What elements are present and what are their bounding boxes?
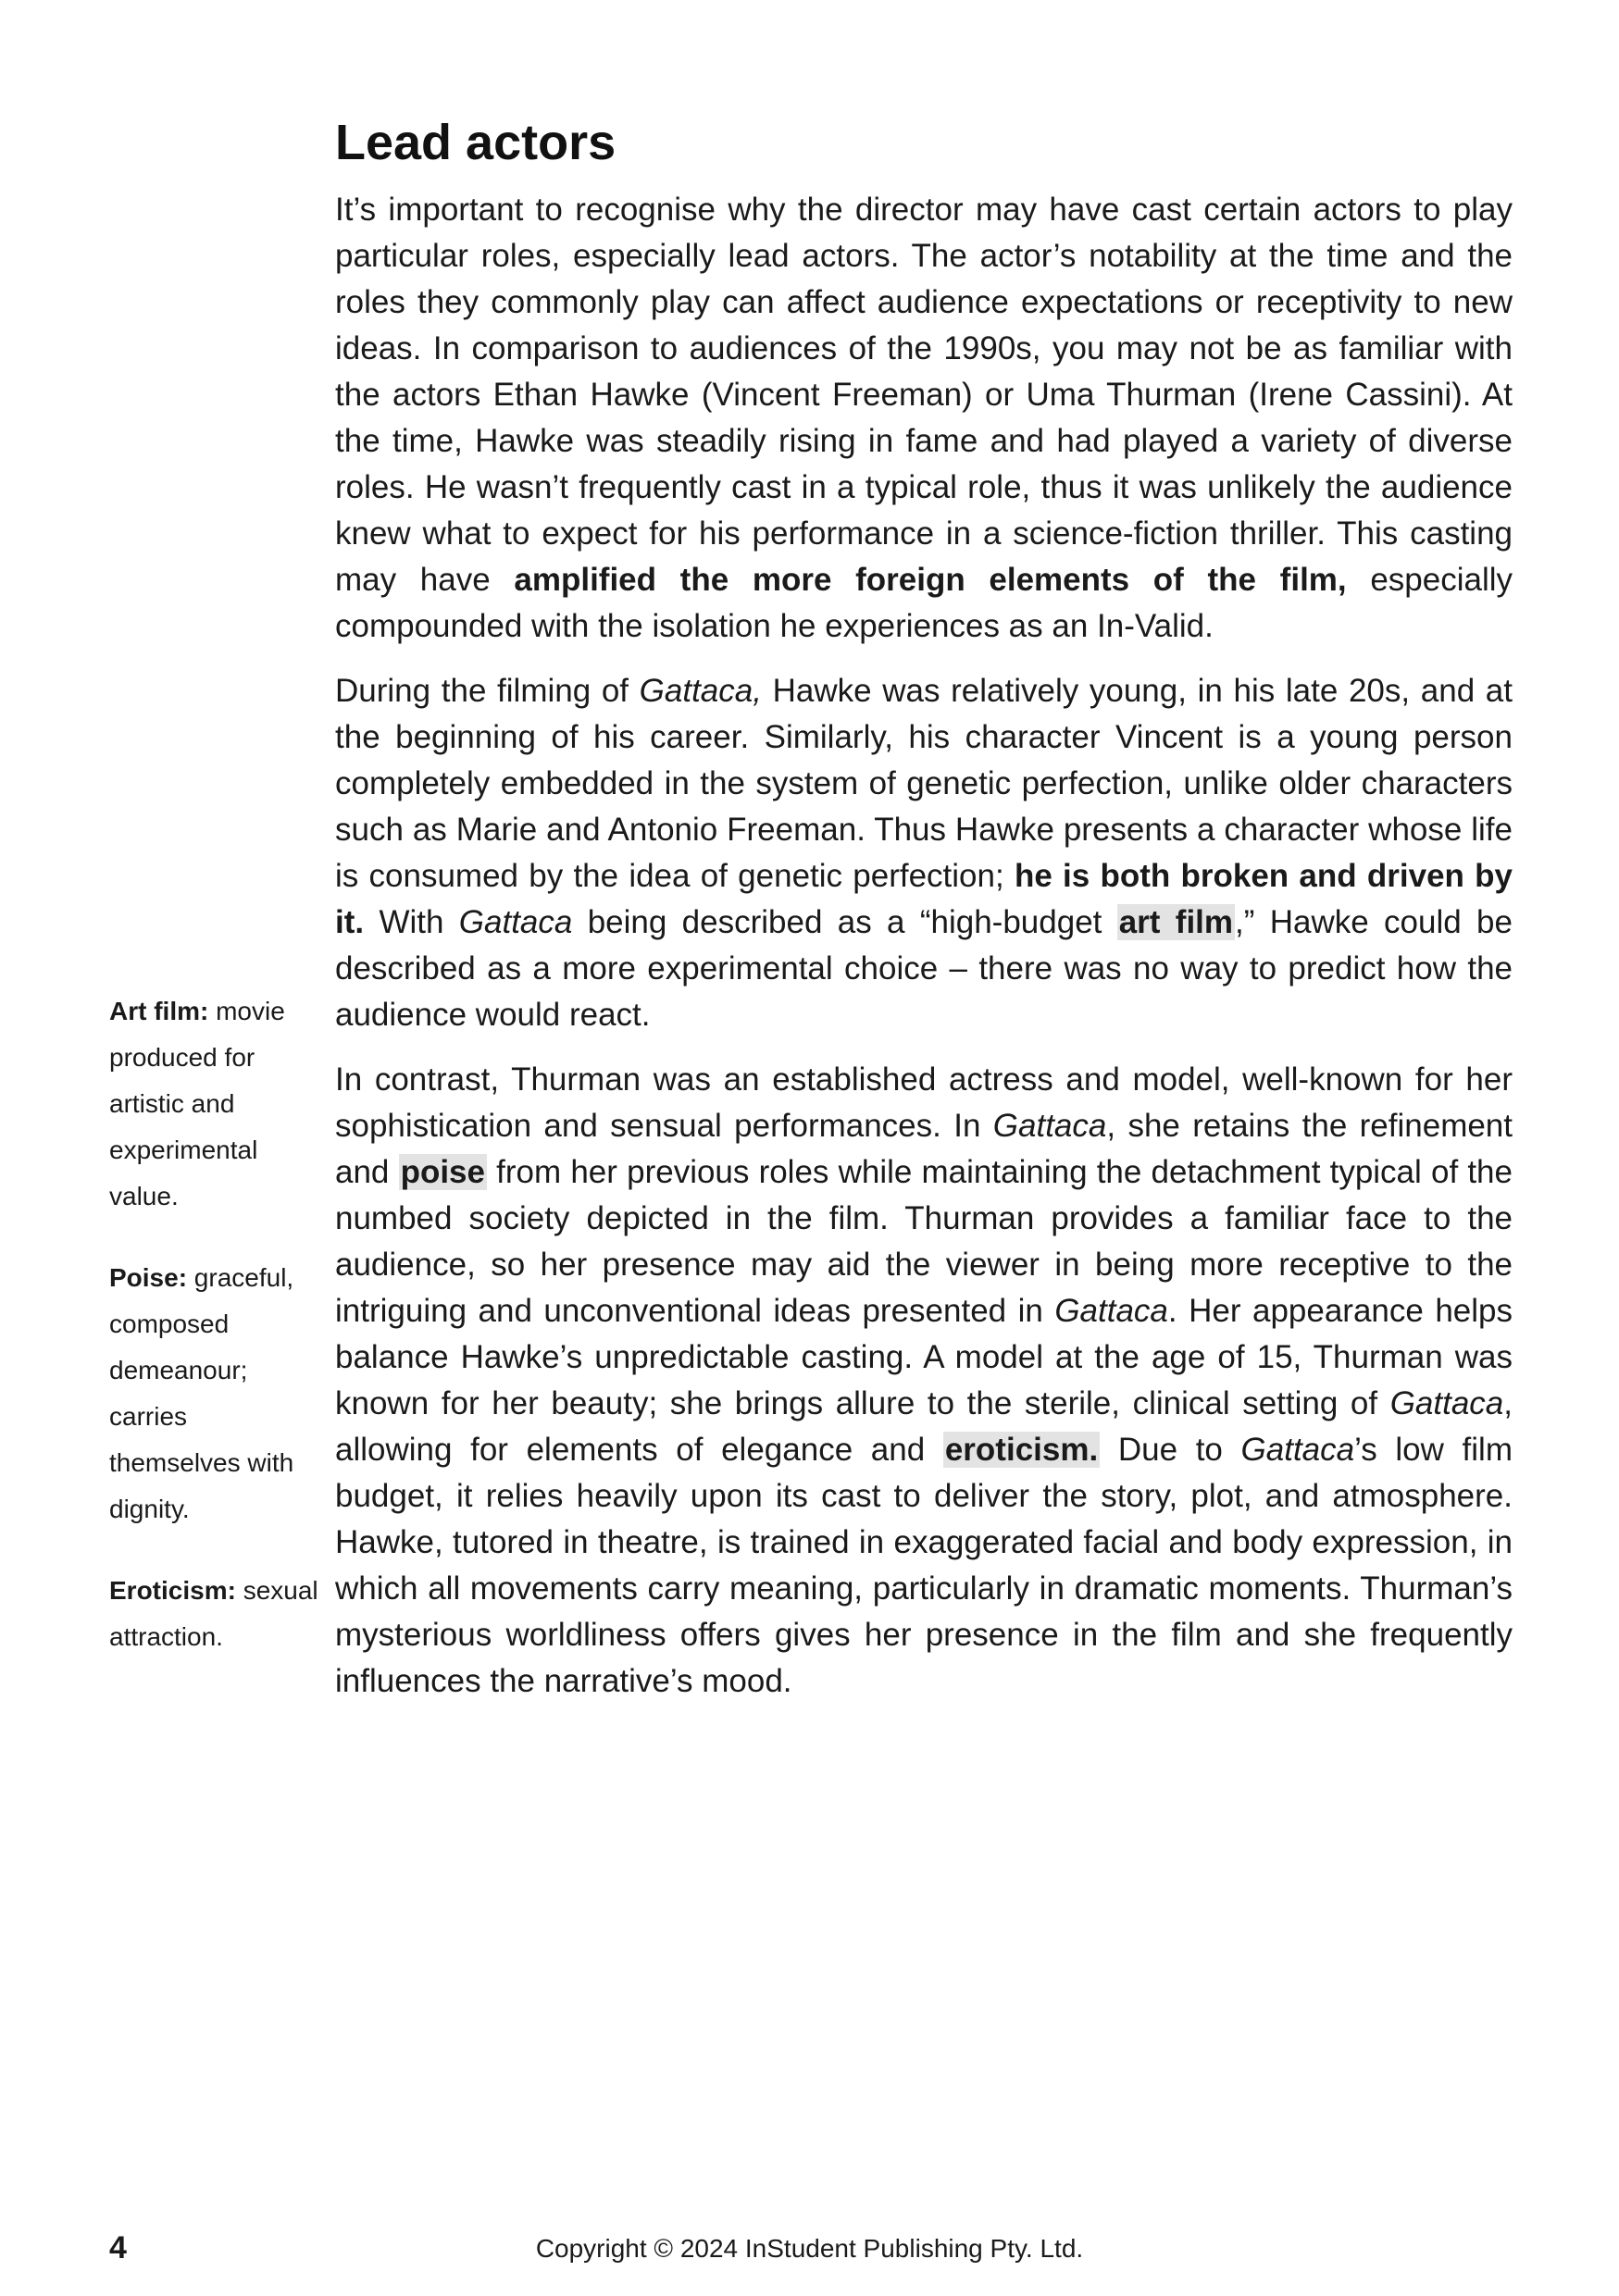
copyright-notice: Copyright © 2024 InStudent Publishing Pty. Ltd. bbox=[535, 2234, 1084, 2263]
p3-text-f: Due to bbox=[1100, 1432, 1241, 1468]
p2-text-e: ,” Hawke could be described as a more experimental choice – there was no way to predict how the audience would react. bbox=[335, 904, 1513, 1033]
highlight-art-film: art film bbox=[1118, 904, 1234, 940]
glossary-term: Art film: bbox=[109, 997, 209, 1025]
p3-italic-1: Gattaca bbox=[992, 1108, 1107, 1144]
p3-italic-2: Gattaca bbox=[1054, 1293, 1168, 1329]
main-content bbox=[335, 109, 1513, 1723]
paragraph-3 bbox=[335, 1057, 1513, 1705]
glossary-term: Poise: bbox=[109, 1263, 188, 1292]
highlight-poise: poise bbox=[400, 1154, 485, 1190]
p2-bold: he is both broken and driven by it. bbox=[335, 858, 1513, 940]
p3-italic-4: Gattaca bbox=[1240, 1432, 1355, 1468]
glossary-definition: sexual attraction. bbox=[109, 1576, 318, 1651]
glossary-entry-poise bbox=[109, 1255, 322, 1533]
p3-text-c: from her previous roles while maintaining the detachment typical of the numbed society depicted in the film. Thurman provides a familiar face to the audience, so her presence may aid the viewer in being more receptive to the intriguing and unconventional ideas presented in bbox=[335, 1154, 1513, 1329]
p2-text-d: being described as a “high-budget bbox=[572, 904, 1117, 940]
paragraph-2 bbox=[335, 668, 1513, 1038]
p3-text-e: , allowing for elements of elegance and bbox=[335, 1385, 1513, 1468]
p3-text-g: ’s low film budget, it relies heavily upon its cast to deliver the story, plot, and atmosphere. Hawke, tutored in theatre, is trained in exaggerated facial and body expression, in which all movements carry meaning, particularly in dramatic moments. Thurman’s mysterious worldliness offers gives her presence in the film and she frequently influences the narrative’s mood. bbox=[335, 1432, 1513, 1699]
p2-text-b: Hawke was relatively young, in his late 20s, and at the beginning of his career. Similarly, his character Vincent is a young person completely embedded in the system of genetic perfection, unlike older characters such as Marie and Antonio Freeman. Thus Hawke presents a character whose life is consumed by the idea of genetic perfection; bbox=[335, 673, 1513, 894]
glossary-sidebar bbox=[109, 988, 322, 1695]
paragraph-1 bbox=[335, 187, 1513, 650]
p2-italic-2: Gattaca bbox=[458, 904, 573, 940]
glossary-definition: graceful, composed demeanour; carries themselves with dignity. bbox=[109, 1263, 294, 1523]
p3-text-a: In contrast, Thurman was an established actress and model, well-known for her sophistication and sensual performances. In bbox=[335, 1061, 1513, 1144]
page-number: 4 bbox=[109, 2230, 127, 2265]
p3-text-b: , she retains the refinement and bbox=[335, 1108, 1513, 1190]
page-heading: Lead actors bbox=[335, 115, 616, 170]
glossary-entry-art-film bbox=[109, 988, 322, 1220]
p3-italic-3: Gattaca bbox=[1389, 1385, 1504, 1421]
glossary-definition: movie produced for artistic and experimental value. bbox=[109, 997, 285, 1210]
p1-bold: amplified the more foreign elements of the film, bbox=[514, 562, 1347, 598]
p1-text-a: It’s important to recognise why the director may have cast certain actors to play particular roles, especially lead actors. The actor’s notability at the time and the roles they commonly play can affect audience expectations or receptivity to new ideas. In comparison to audiences of the 1990s, you may not be as familiar with the actors Ethan Hawke (Vincent Freeman) or Uma Thurman (Irene Cassini). At the time, Hawke was steadily rising in fame and had played a variety of diverse roles. He wasn’t frequently cast in a typical role, thus it was unlikely the audience knew what to expect for his performance in a science-fiction thriller. This casting may have bbox=[335, 192, 1513, 598]
glossary-term: Eroticism: bbox=[109, 1576, 236, 1605]
glossary-entry-eroticism bbox=[109, 1568, 322, 1660]
p2-text-a: During the filming of bbox=[335, 673, 640, 709]
p2-text-c: With bbox=[364, 904, 459, 940]
p1-text-c: especially compounded with the isolation he experiences as an In-Valid. bbox=[335, 562, 1513, 644]
p3-text-d: . Her appearance helps balance Hawke’s unpredictable casting. A model at the age of 15, Thurman was known for her beauty; she brings allure to the sterile, clinical setting of bbox=[335, 1293, 1513, 1421]
p2-italic-1: Gattaca, bbox=[639, 673, 762, 709]
highlight-eroticism: eroticism. bbox=[944, 1432, 1099, 1468]
